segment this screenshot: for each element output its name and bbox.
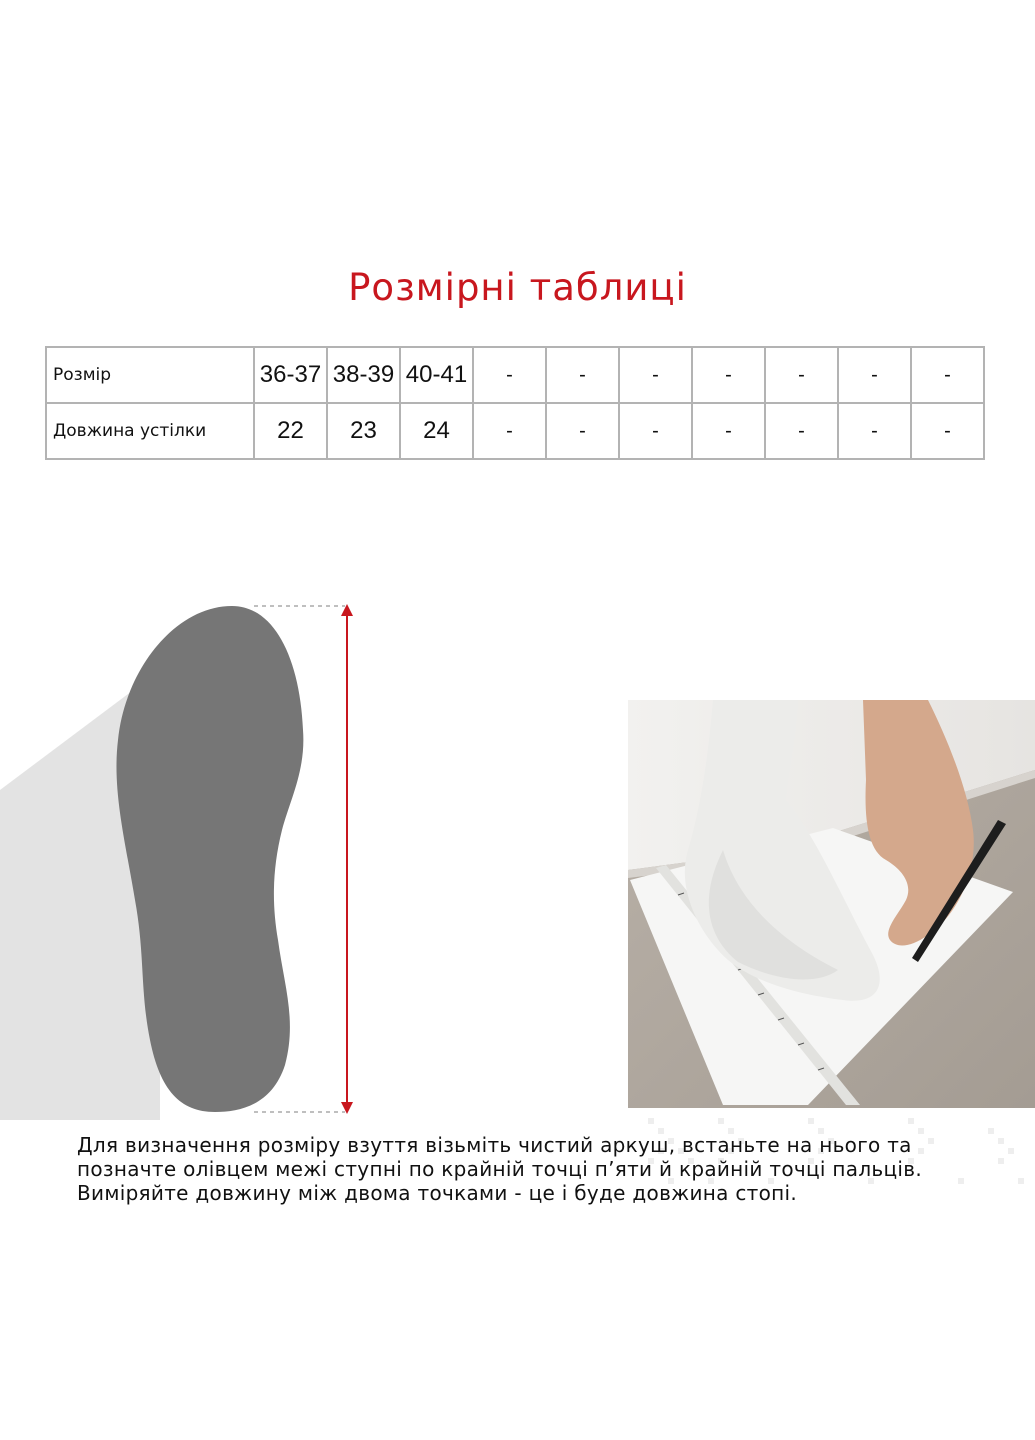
table-cell: -	[473, 403, 546, 459]
table-cell: -	[692, 403, 765, 459]
table-cell: -	[838, 403, 911, 459]
page-title: Розмірні таблиці	[348, 266, 687, 309]
table-cell: 38-39	[327, 347, 400, 403]
table-row-insole-length	[46, 403, 984, 459]
row-label-size: Розмір	[46, 347, 254, 403]
table-cell: 22	[254, 403, 327, 459]
table-cell: -	[619, 403, 692, 459]
table-cell: -	[619, 347, 692, 403]
instruction-line: позначте олівцем межі ступні по крайній точці п’яти й крайній точці пальців.	[77, 1157, 923, 1181]
table-cell: -	[838, 347, 911, 403]
table-cell: 24	[400, 403, 473, 459]
table-cell: -	[546, 347, 619, 403]
table-cell: -	[911, 347, 984, 403]
table-row-size	[46, 347, 984, 403]
instruction-line: Виміряйте довжину між двома точками - це і буде довжина стопі.	[77, 1181, 798, 1205]
table-cell: 40-41	[400, 347, 473, 403]
table-cell: -	[765, 403, 838, 459]
measurement-photo	[628, 700, 1035, 1108]
table-cell: -	[765, 347, 838, 403]
instruction-line: Для визначення розміру взуття візьміть чистий аркуш, встаньте на нього та	[77, 1133, 912, 1157]
table-cell: 36-37	[254, 347, 327, 403]
table-cell: -	[546, 403, 619, 459]
measurement-instructions	[77, 1133, 997, 1205]
row-label-insole-length: Довжина устілки	[46, 403, 254, 459]
table-cell: -	[911, 403, 984, 459]
table-cell: -	[473, 347, 546, 403]
insole-diagram	[0, 600, 400, 1120]
table-cell: -	[692, 347, 765, 403]
table-cell: 23	[327, 403, 400, 459]
size-table	[45, 346, 985, 460]
